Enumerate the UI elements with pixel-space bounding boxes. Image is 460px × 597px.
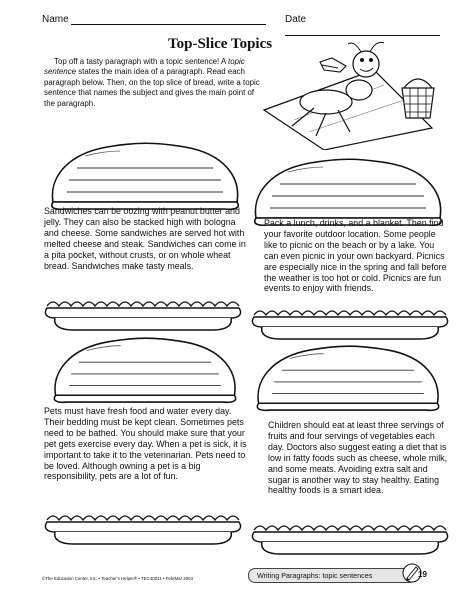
name-line[interactable]	[71, 14, 266, 25]
bottom-bun-1	[40, 296, 246, 332]
paragraph-eating: Children should eat at least three servings of fruits and four servings of vegetables each day. Doctors also suggest eating a diet that is low in fatty foods such as cheese, whole milk, and some meats. Avoiding extra salt and sugar is another way to stay healthy. Eating healthy foods is a smart idea.	[268, 420, 448, 496]
bottom-bun-3	[40, 510, 246, 546]
date-line[interactable]	[285, 25, 440, 36]
top-bun-3[interactable]	[40, 335, 250, 405]
date-field[interactable]	[285, 14, 460, 36]
ant-picnic-illustration	[254, 40, 440, 150]
instructions	[44, 57, 262, 109]
page-title: Top-Slice Topics	[168, 36, 273, 52]
skill-label: Writing Paragraphs: topic sentences	[248, 568, 416, 583]
paragraph-picnic: Pack a lunch, drinks, and a blanket. Then find your favorite outdoor location. Some people like to picnic on the beach or by a lake. You can even picnic in your own backyard. Picnics are especially nice in the spring and fall before the weather is too hot or cold. Picnics are fun events to enjoy with friends.	[264, 218, 447, 294]
paragraph-pets: Pets must have fresh food and water every day. Their bedding must be kept clean. Sometimes pets need to be bathed. You should make sure that your pet gets exercise every day. When a pet is sick, it is important to take it to the veterinarian. Pets need to be loved. Although owning a pet is a big responsibility, pets are a lot of fun.	[44, 406, 247, 482]
date-label: Date	[285, 14, 307, 25]
top-bun-1[interactable]	[40, 140, 250, 212]
copyright: ©The Education Center, Inc. • Teacher's Helper® • TEC40011 • Feb/Mar 2004	[42, 576, 194, 581]
instructions-emphasis: topic sentence	[44, 57, 245, 77]
name-label: Name	[42, 14, 69, 25]
instructions-text-2: states the main idea of a paragraph. Read each paragraph below. Then, on the top slice of bread, write a topic sentence that names the subject and gives the main point of the paragraph.	[44, 67, 260, 108]
page-number: 19	[418, 570, 427, 579]
instructions-text-1: Top off a tasty paragraph with a topic sentence! A	[54, 57, 226, 66]
bottom-bun-2	[248, 305, 452, 341]
top-bun-4[interactable]	[246, 343, 450, 413]
bottom-bun-4	[248, 520, 452, 556]
name-field[interactable]	[42, 14, 266, 25]
paragraph-sandwiches: Sandwiches can be oozing with peanut butter and jelly. They can also be stacked high with bologna and cheese. Some sandwiches are served hot with melted cheese and steak. Sandwiches can come in a pita pocket, without crusts, or on whole wheat bread. Sandwiches make tasty meals.	[44, 206, 246, 271]
